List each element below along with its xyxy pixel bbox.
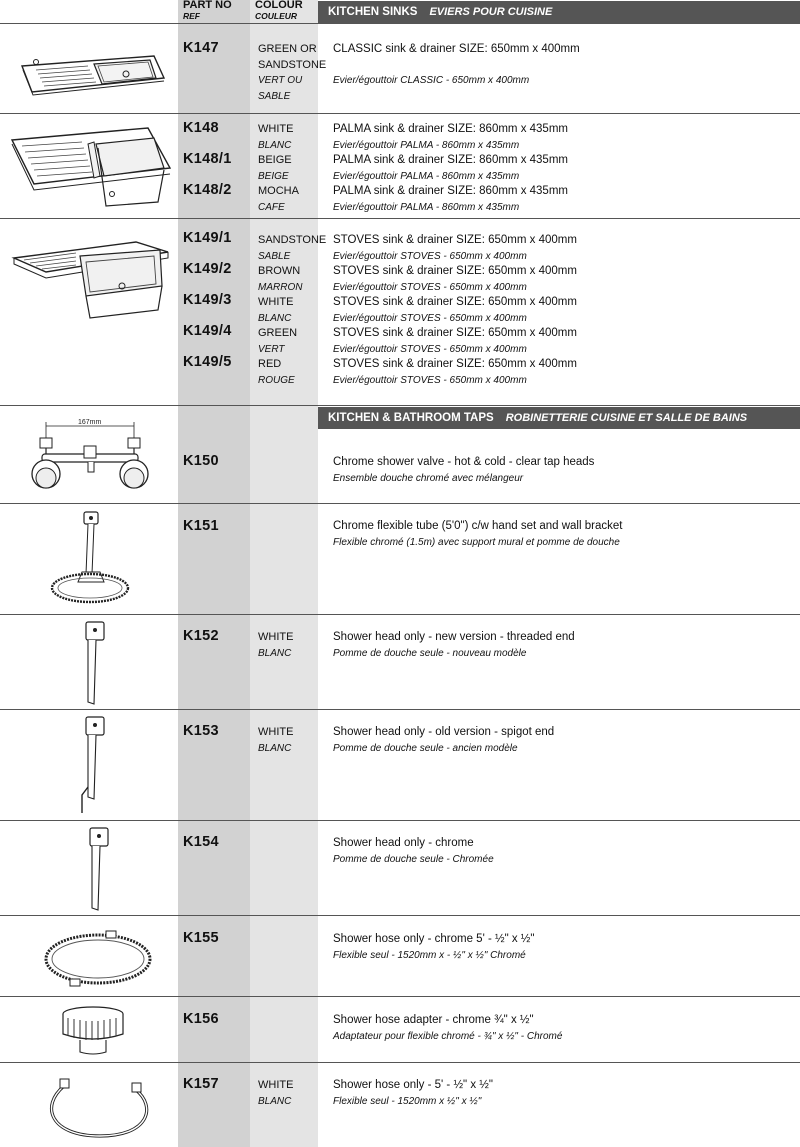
- stoves-sink-icon: [10, 236, 172, 321]
- colour-fr: SABLE: [258, 250, 291, 262]
- section-header-taps: [318, 407, 800, 429]
- description-en: Shower head only - new version - threaded end: [333, 631, 575, 643]
- colour-cell: [258, 1078, 293, 1109]
- colour-fr: BLANC: [258, 1095, 292, 1107]
- part-ref: K150: [183, 453, 219, 469]
- description-fr: Evier/égouttoir STOVES - 650mm x 400mm: [333, 374, 527, 386]
- part-ref: K148: [183, 120, 219, 136]
- part-ref: K154: [183, 834, 219, 850]
- colour-fr: BEIGE: [258, 170, 289, 182]
- part-ref: K149/3: [183, 292, 232, 308]
- colour-en: BEIGE: [258, 154, 292, 166]
- part-no-header: [183, 0, 232, 21]
- row-divider: [0, 218, 800, 219]
- description-en: Shower hose adapter - chrome ¾" x ½": [333, 1014, 534, 1026]
- part-ref: K149/1: [183, 230, 232, 246]
- colour-en: WHITE: [258, 726, 294, 738]
- description-en: Shower head only - old version - spigot end: [333, 726, 555, 738]
- description-en: STOVES sink & drainer SIZE: 650mm x 400mm: [333, 358, 577, 370]
- colour-cell: [258, 122, 299, 215]
- description-fr: Ensemble douche chromé avec mélangeur: [333, 472, 524, 484]
- colour-fr: BLANC: [258, 139, 292, 151]
- description-en: PALMA sink & drainer SIZE: 860mm x 435mm: [333, 154, 568, 166]
- shower-head-new-icon: [80, 620, 110, 708]
- description-fr: Flexible seul - 1520mm x - ½" x ½" Chromé: [333, 949, 526, 961]
- description-fr: Pomme de douche seule - nouveau modèle: [333, 647, 527, 659]
- shower-hose-icon: [40, 925, 158, 991]
- colour-en: BROWN: [258, 265, 301, 277]
- description-cell: [333, 519, 622, 550]
- description-fr: Flexible chromé (1.5m) avec support mural et pomme de douche: [333, 536, 620, 548]
- part-ref: K149/2: [183, 261, 232, 277]
- description-fr: Flexible seul - 1520mm x ½" x ½": [333, 1095, 482, 1107]
- description-en: Chrome shower valve - hot & cold - clear tap heads: [333, 456, 595, 468]
- description-fr: Pomme de douche seule - ancien modèle: [333, 742, 518, 754]
- row-divider: [0, 405, 800, 406]
- description-cell: [333, 455, 594, 486]
- dimension-label: 167mm: [78, 419, 102, 426]
- description-cell: [333, 725, 554, 756]
- description-en: Shower hose only - 5' - ½" x ½": [333, 1079, 493, 1091]
- row-divider: [0, 503, 800, 504]
- part-ref: K157: [183, 1076, 219, 1092]
- ref-column-band: [178, 0, 250, 1147]
- row-divider: [0, 915, 800, 916]
- part-ref: K152: [183, 628, 219, 644]
- colour-en: WHITE: [258, 631, 294, 643]
- section-title: KITCHEN SINKS: [328, 6, 418, 18]
- row-divider: [0, 614, 800, 615]
- description-cell: [333, 233, 577, 388]
- description-cell: [333, 1078, 493, 1109]
- colour-cell: [258, 42, 326, 104]
- description-fr: Pomme de douche seule - Chromée: [333, 853, 494, 865]
- row-divider: [0, 709, 800, 710]
- description-fr: Evier/égouttoir STOVES - 650mm x 400mm: [333, 343, 527, 355]
- description-fr: Adaptateur pour flexible chromé - ¾" x ½" - Chromé: [333, 1030, 563, 1042]
- colour-cell: [258, 630, 293, 661]
- part-ref: K155: [183, 930, 219, 946]
- flexible-tube-icon: [46, 508, 136, 608]
- description-en: STOVES sink & drainer SIZE: 650mm x 400mm: [333, 234, 577, 246]
- colour-cell: [258, 725, 293, 756]
- description-cell: [333, 1013, 562, 1044]
- description-en: Chrome flexible tube (5'0") c/w hand set and wall bracket: [333, 520, 623, 532]
- colour-en: MOCHA: [258, 185, 299, 197]
- shower-head-chrome-icon: [84, 826, 114, 914]
- description-cell: [333, 932, 534, 963]
- white-hose-icon: [40, 1076, 160, 1146]
- part-ref: K156: [183, 1011, 219, 1027]
- part-ref: K153: [183, 723, 219, 739]
- description-fr: Evier/égouttoir STOVES - 650mm x 400mm: [333, 250, 527, 262]
- couleur-label: COULEUR: [255, 11, 298, 21]
- row-divider: [0, 113, 800, 114]
- colour-en: GREEN OR: [258, 43, 317, 55]
- ref-label: REF: [183, 11, 200, 21]
- shower-valve-icon: [26, 416, 156, 498]
- colour-fr: BLANC: [258, 647, 292, 659]
- colour-header: [255, 0, 303, 21]
- description-fr: Evier/égouttoir CLASSIC - 650mm x 400mm: [333, 74, 530, 86]
- colour-cell: [258, 233, 326, 388]
- description-fr: Evier/égouttoir PALMA - 860mm x 435mm: [333, 201, 520, 213]
- description-en: PALMA sink & drainer SIZE: 860mm x 435mm: [333, 185, 568, 197]
- description-en: Shower head only - chrome: [333, 837, 474, 849]
- colour-en: SANDSTONE: [258, 234, 327, 246]
- description-cell: [333, 122, 568, 215]
- palma-sink-icon: [8, 124, 173, 209]
- colour-fr: VERT: [258, 343, 285, 355]
- part-ref: K151: [183, 518, 219, 534]
- description-cell: [333, 836, 494, 867]
- row-divider: [0, 820, 800, 821]
- colour-en: SANDSTONE: [258, 58, 327, 71]
- description-en: CLASSIC sink & drainer SIZE: 650mm x 400mm: [333, 43, 580, 55]
- part-no-label: PART NO: [183, 0, 232, 11]
- colour-en: RED: [258, 358, 282, 370]
- description-cell: [333, 630, 575, 661]
- hose-adapter-icon: [58, 1004, 128, 1056]
- colour-fr: MARRON: [258, 281, 303, 293]
- description-en: STOVES sink & drainer SIZE: 650mm x 400mm: [333, 296, 577, 308]
- colour-fr: CAFE: [258, 201, 285, 213]
- description-fr: Evier/égouttoir PALMA - 860mm x 435mm: [333, 170, 520, 182]
- colour-en: WHITE: [258, 296, 294, 308]
- description-en: STOVES sink & drainer SIZE: 650mm x 400mm: [333, 265, 577, 277]
- description-fr: Evier/égouttoir STOVES - 650mm x 400mm: [333, 281, 527, 293]
- part-ref: K148/1: [183, 151, 232, 167]
- shower-head-old-icon: [72, 715, 108, 815]
- section-title: KITCHEN & BATHROOM TAPS: [328, 412, 494, 424]
- part-ref: K148/2: [183, 182, 232, 198]
- part-ref: K149/4: [183, 323, 232, 339]
- description-fr: Evier/égouttoir STOVES - 650mm x 400mm: [333, 312, 527, 324]
- section-title-fr: ROBINETTERIE CUISINE ET SALLE DE BAINS: [505, 412, 748, 424]
- section-title-fr: EVIERS POUR CUISINE: [429, 6, 553, 18]
- row-divider: [0, 996, 800, 997]
- row-divider: [0, 23, 800, 24]
- description-en: Shower hose only - chrome 5' - ½" x ½": [333, 933, 535, 945]
- colour-fr: SABLE: [258, 90, 291, 102]
- part-ref: K147: [183, 40, 219, 56]
- section-header-kitchen-sinks: [318, 1, 800, 23]
- part-ref: K149/5: [183, 354, 232, 370]
- classic-sink-icon: [14, 48, 166, 98]
- colour-fr: VERT OU: [258, 75, 303, 86]
- description-fr: Evier/égouttoir PALMA - 860mm x 435mm: [333, 139, 520, 151]
- description-en: STOVES sink & drainer SIZE: 650mm x 400mm: [333, 327, 577, 339]
- description-cell: [333, 42, 580, 88]
- colour-fr: BLANC: [258, 742, 292, 754]
- row-divider: [0, 1062, 800, 1063]
- colour-en: GREEN: [258, 327, 298, 339]
- description-en: PALMA sink & drainer SIZE: 860mm x 435mm: [333, 123, 568, 135]
- colour-fr: ROUGE: [258, 374, 295, 386]
- colour-label: COLOUR: [255, 0, 303, 11]
- colour-en: WHITE: [258, 1079, 294, 1091]
- colour-en: WHITE: [258, 123, 294, 135]
- colour-fr: BLANC: [258, 312, 292, 324]
